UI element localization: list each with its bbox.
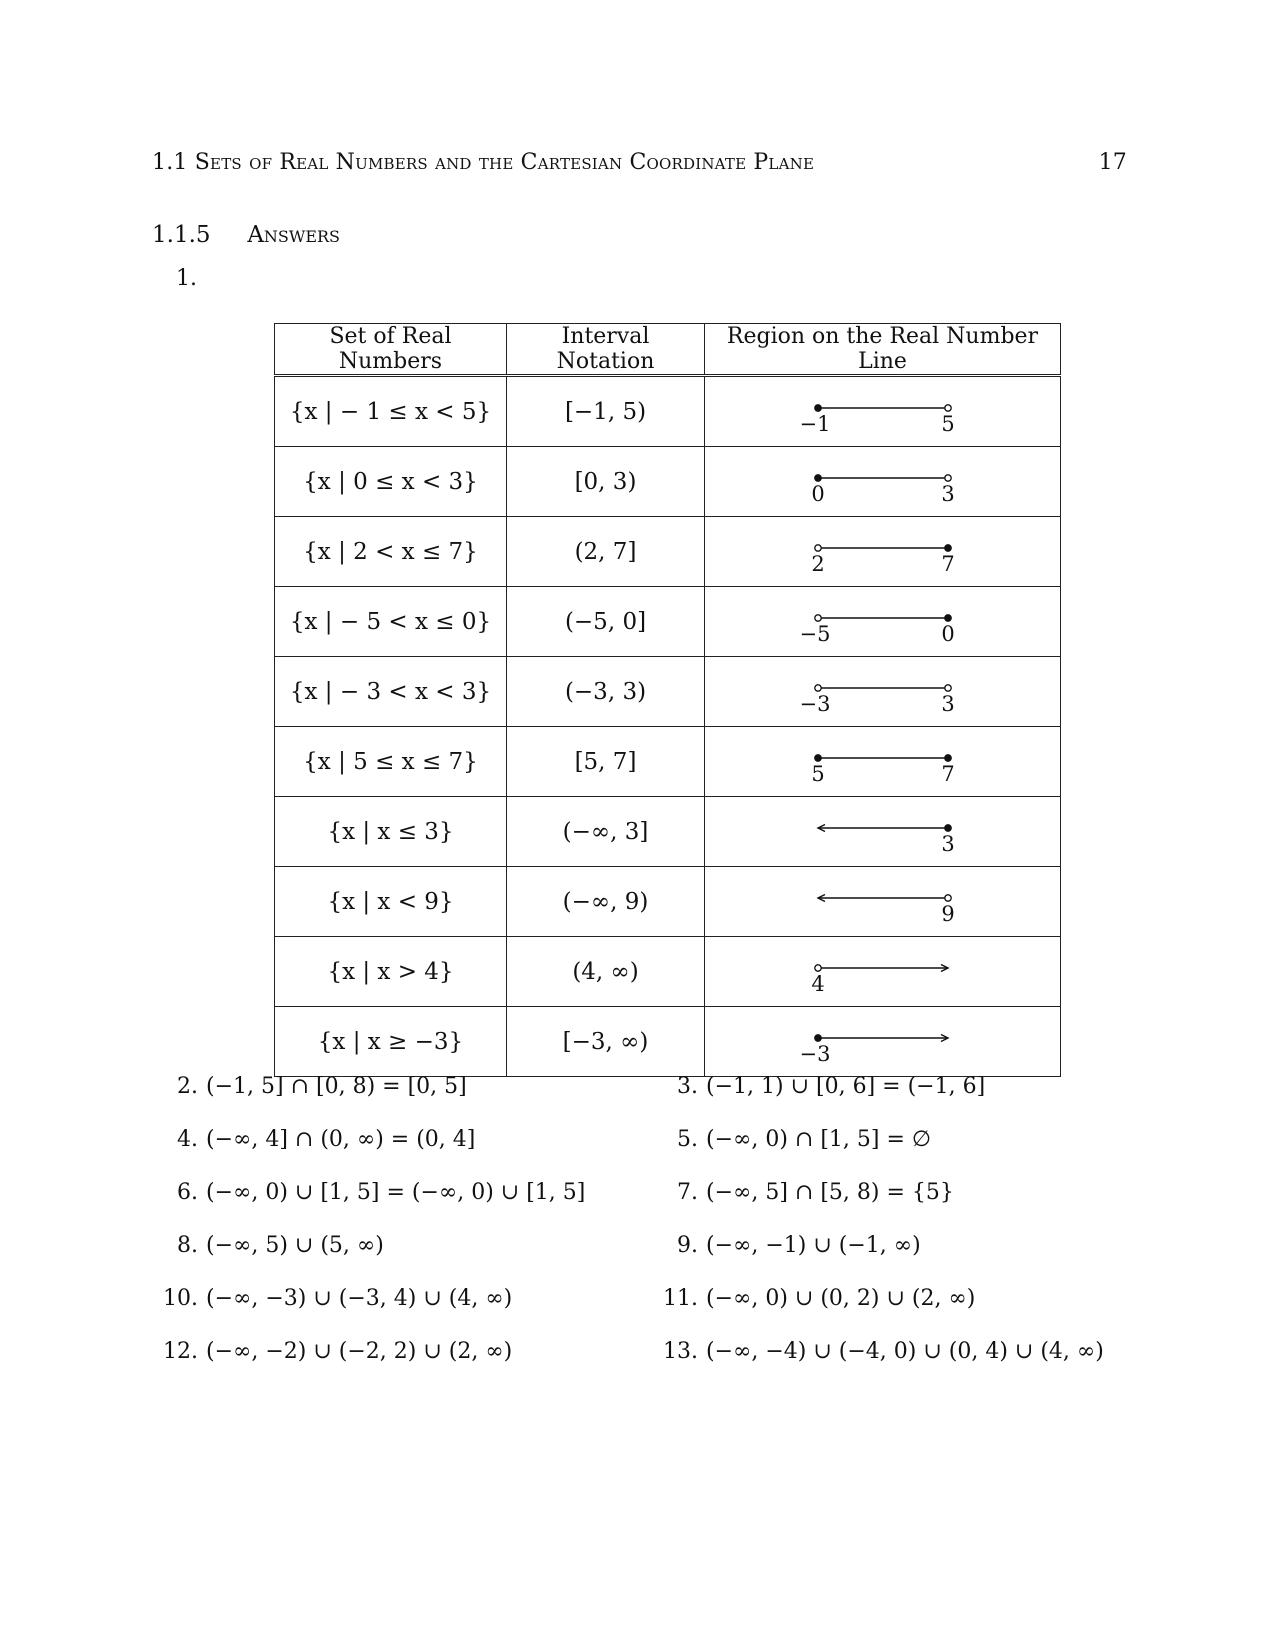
answer-text: (−∞, 5] ∩ [5, 8) = {5} xyxy=(706,1180,954,1205)
tick-label-right: 7 xyxy=(940,551,955,576)
open-endpoint-right xyxy=(944,894,950,900)
answer-number: 12. xyxy=(163,1339,198,1364)
answer-item xyxy=(652,1180,954,1205)
closed-endpoint-left xyxy=(814,1034,820,1040)
open-endpoint-left xyxy=(814,544,820,550)
number-line-cell xyxy=(705,447,1061,517)
answer-number: 7. xyxy=(677,1180,698,1205)
answer-item xyxy=(152,1074,467,1099)
table-row xyxy=(275,657,1061,727)
open-endpoint-left xyxy=(814,684,820,690)
closed-endpoint-left xyxy=(814,404,820,410)
answer-row xyxy=(152,1339,1142,1392)
open-endpoint-right xyxy=(944,404,950,410)
running-header xyxy=(152,150,1127,180)
page-number: 17 xyxy=(1098,150,1127,175)
number-line-cell xyxy=(705,657,1061,727)
header-interval: Interval Notation xyxy=(507,324,705,376)
tick-label-left: −5 xyxy=(799,621,830,646)
table-row xyxy=(275,797,1061,867)
tick-label-left: −3 xyxy=(799,1041,830,1066)
answer-text: (−∞, −2) ∪ (−2, 2) ∪ (2, ∞) xyxy=(206,1339,513,1364)
closed-endpoint-right xyxy=(944,824,950,830)
answer-number: 9. xyxy=(677,1233,698,1258)
table-row xyxy=(275,1007,1061,1077)
open-endpoint-right xyxy=(944,684,950,690)
interval-notation-cell: [−3, ∞) xyxy=(507,1007,705,1077)
tick-label-left: 5 xyxy=(810,761,825,786)
answer-number: 8. xyxy=(177,1233,198,1258)
set-builder-cell: {x | x ≥ −3} xyxy=(275,1007,507,1077)
interval-notation-cell: (−∞, 3] xyxy=(507,797,705,867)
answer-number: 4. xyxy=(177,1127,198,1152)
answer-text: (−1, 5] ∩ [0, 8) = [0, 5] xyxy=(206,1074,467,1099)
number-line-cell xyxy=(705,1007,1061,1077)
answer-item xyxy=(152,1233,384,1258)
answer-item xyxy=(652,1074,985,1099)
closed-endpoint-left xyxy=(814,474,820,480)
table-row xyxy=(275,587,1061,657)
number-line-cell xyxy=(705,376,1061,447)
open-endpoint-right xyxy=(944,474,950,480)
set-builder-cell: {x | x ≤ 3} xyxy=(275,797,507,867)
tick-label-right: 0 xyxy=(940,621,955,646)
header-set: Set of Real Numbers xyxy=(275,324,507,376)
tick-label-left: 2 xyxy=(810,551,825,576)
number-line-cell xyxy=(705,727,1061,797)
number-line xyxy=(798,732,968,792)
number-line xyxy=(798,592,968,652)
answer-text: (−∞, 5) ∪ (5, ∞) xyxy=(206,1233,384,1258)
answer-text: (−∞, 4] ∩ (0, ∞) = (0, 4] xyxy=(206,1127,476,1152)
table-row xyxy=(275,376,1061,447)
answer-number: 2. xyxy=(177,1074,198,1099)
number-line-cell xyxy=(705,517,1061,587)
section-title: Answers xyxy=(247,222,341,248)
tick-label-right: 5 xyxy=(940,411,955,436)
section-heading xyxy=(152,222,340,248)
number-line xyxy=(798,382,968,442)
number-line-cell xyxy=(705,937,1061,1007)
answer-row xyxy=(152,1074,1142,1127)
number-line xyxy=(798,452,968,512)
table-row xyxy=(275,937,1061,1007)
answer-text: (−∞, −4) ∪ (−4, 0) ∪ (0, 4) ∪ (4, ∞) xyxy=(706,1339,1104,1364)
answer-item xyxy=(152,1339,512,1364)
tick-label-left: −3 xyxy=(799,691,830,716)
table-row xyxy=(275,727,1061,797)
set-builder-cell: {x | x < 9} xyxy=(275,867,507,937)
answer-row xyxy=(152,1286,1142,1339)
set-builder-cell: {x | − 5 < x ≤ 0} xyxy=(275,587,507,657)
answer-text: (−∞, 0) ∪ [1, 5] = (−∞, 0) ∪ [1, 5] xyxy=(206,1180,586,1205)
answer-item xyxy=(152,1286,512,1311)
number-line xyxy=(798,942,968,1002)
exercise-1-label: 1. xyxy=(176,266,197,291)
tick-label-right: 3 xyxy=(940,481,955,506)
tick-label-left: 4 xyxy=(810,971,825,996)
number-line xyxy=(798,1012,968,1072)
answer-item xyxy=(152,1127,475,1152)
answer-number: 6. xyxy=(177,1180,198,1205)
closed-endpoint-right xyxy=(944,544,950,550)
set-builder-cell: {x | − 3 < x < 3} xyxy=(275,657,507,727)
header-region: Region on the Real Number Line xyxy=(705,324,1061,376)
section-number: 1.1.5 xyxy=(152,222,211,248)
tick-label-right: 7 xyxy=(940,761,955,786)
answer-row xyxy=(152,1180,1142,1233)
open-endpoint-left xyxy=(814,614,820,620)
tick-label-left: −1 xyxy=(799,411,830,436)
open-endpoint-left xyxy=(814,964,820,970)
set-builder-cell: {x | − 1 ≤ x < 5} xyxy=(275,376,507,447)
number-line-cell xyxy=(705,587,1061,657)
interval-notation-cell: (−∞, 9) xyxy=(507,867,705,937)
number-line xyxy=(798,802,968,862)
answer-number: 3. xyxy=(677,1074,698,1099)
answer-item xyxy=(652,1339,1104,1364)
answer-text: (−1, 1) ∪ [0, 6] = (−1, 6] xyxy=(706,1074,986,1099)
tick-label-left: 0 xyxy=(810,481,825,506)
set-builder-cell: {x | 0 ≤ x < 3} xyxy=(275,447,507,517)
answer-number: 10. xyxy=(163,1286,198,1311)
interval-notation-cell: (2, 7] xyxy=(507,517,705,587)
interval-notation-cell: (−5, 0] xyxy=(507,587,705,657)
answer-row xyxy=(152,1233,1142,1286)
number-line xyxy=(798,872,968,932)
interval-notation-cell: [0, 3) xyxy=(507,447,705,517)
answer-number: 11. xyxy=(663,1286,698,1311)
interval-notation-cell: (−3, 3) xyxy=(507,657,705,727)
answer-text: (−∞, −1) ∪ (−1, ∞) xyxy=(706,1233,921,1258)
number-line-cell xyxy=(705,867,1061,937)
tick-label-right: 9 xyxy=(940,901,955,926)
table-header-row xyxy=(275,324,1061,376)
answer-list xyxy=(152,1074,1142,1392)
interval-notation-cell: [5, 7] xyxy=(507,727,705,797)
table-row xyxy=(275,867,1061,937)
table-row xyxy=(275,447,1061,517)
interval-notation-cell: [−1, 5) xyxy=(507,376,705,447)
number-line xyxy=(798,662,968,722)
answer-number: 5. xyxy=(677,1127,698,1152)
set-builder-cell: {x | 5 ≤ x ≤ 7} xyxy=(275,727,507,797)
answer-item xyxy=(652,1286,975,1311)
answer-text: (−∞, 0) ∩ [1, 5] = ∅ xyxy=(706,1127,932,1152)
interval-notation-cell: (4, ∞) xyxy=(507,937,705,1007)
tick-label-right: 3 xyxy=(940,831,955,856)
answer-row xyxy=(152,1127,1142,1180)
answer-item xyxy=(652,1127,931,1152)
closed-endpoint-left xyxy=(814,754,820,760)
number-line xyxy=(798,522,968,582)
answer-table xyxy=(274,323,1061,1077)
number-line-cell xyxy=(705,797,1061,867)
set-builder-cell: {x | x > 4} xyxy=(275,937,507,1007)
closed-endpoint-right xyxy=(944,614,950,620)
answer-item xyxy=(652,1233,921,1258)
answer-item xyxy=(152,1180,585,1205)
answer-number: 13. xyxy=(663,1339,698,1364)
tick-label-right: 3 xyxy=(940,691,955,716)
set-builder-cell: {x | 2 < x ≤ 7} xyxy=(275,517,507,587)
table-row xyxy=(275,517,1061,587)
running-header-title: 1.1 Sets of Real Numbers and the Cartesian Coordinate Plane xyxy=(152,150,815,175)
answer-text: (−∞, −3) ∪ (−3, 4) ∪ (4, ∞) xyxy=(206,1286,513,1311)
closed-endpoint-right xyxy=(944,754,950,760)
answer-text: (−∞, 0) ∪ (0, 2) ∪ (2, ∞) xyxy=(706,1286,976,1311)
